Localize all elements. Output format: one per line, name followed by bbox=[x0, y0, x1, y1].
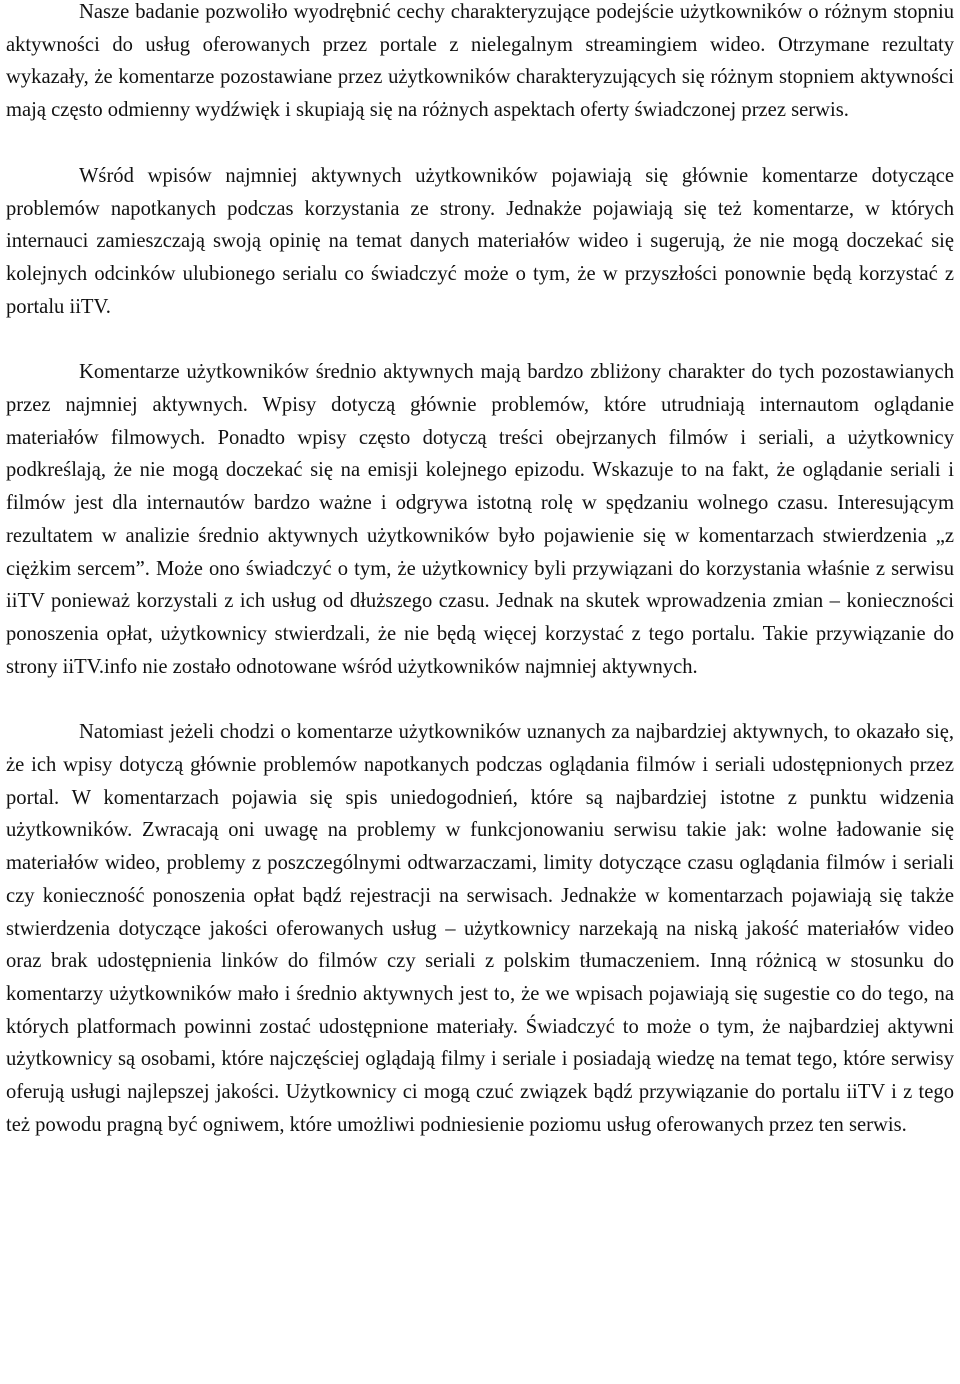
paragraph-4: Natomiast jeżeli chodzi o komentarze użytkowników uznanych za najbardziej aktywnych, to okazało się, że ich wpisy dotyczą głównie problemów napotkanych podczas oglądania filmów i seriali udostępnionych przez portal. W komentarzach pojawia się spis uniedogodnień, które są najbardziej istotne z punktu widzenia użytkowników. Zwracają oni uwagę na problemy w funkcjonowaniu serwisu takie jak: wolne ładowanie się materiałów wideo, problemy z poszczególnymi odtwarzaczami, limity dotyczące czasu oglądania filmów i seriali czy konieczność ponoszenia opłat bądź rejestracji na serwisach. Jednakże w komentarzach pojawiają się także stwierdzenia dotyczące jakości oferowanych usług – użytkownicy narzekają na niską jakość materiałów video oraz brak udostępnienia linków do filmów czy seriali z polskim tłumaczeniem. Inną różnicą w stosunku do komentarzy użytkowników mało i średnio aktywnych jest to, że we wpisach pojawiają się sugestie co do tego, na których platformach powinni zostać udostępnione materiały. Świadczyć to może o tym, że najbardziej aktywni użytkownicy są osobami, które najczęściej oglądają filmy i seriale i posiadają wiedzę na temat tego, które serwisy oferują usługi najlepszej jakości. Użytkownicy ci mogą czuć związek bądź przywiązanie do portalu iiTV i z tego też powodu pragną być ogniwem, które umożliwi podniesienie poziomu usług oferowanych przez ten serwis. bbox=[6, 721, 954, 1136]
paragraph-1: Nasze badanie pozwoliło wyodrębnić cechy charakteryzujące podejście użytkowników o różnym stopniu aktywności do usług oferowanych przez portale z nielegalnym streamingiem wideo. Otrzymane rezultaty wykazały, że komentarze pozostawiane przez użytkowników charakteryzujących się różnym stopniem aktywności mają często odmienny wydźwięk i skupiają się na różnych aspektach oferty świadczonej przez serwis. bbox=[6, 1, 954, 122]
paragraph-2: Wśród wpisów najmniej aktywnych użytkowników pojawiają się głównie komentarze dotyczące problemów napotkanych podczas korzystania ze strony. Jednakże pojawiają się też komentarze, w których internauci zamieszczają swoją opinię na temat danych materiałów wideo i sugerują, że nie mogą doczekać się kolejnych odcinków ulubionego serialu co świadczyć może o tym, że w przyszłości ponownie będą korzystać z portalu iiTV. bbox=[6, 164, 954, 318]
paragraph-3: Komentarze użytkowników średnio aktywnych mają bardzo zbliżony charakter do tych pozostawianych przez najmniej aktywnych. Wpisy dotyczą głównie problemów, które utrudniają internautom oglądanie materiałów filmowych. Ponadto wpisy często dotyczą treści obejrzanych filmów i seriali, a użytkownicy podkreślają, że nie mogą doczekać się na emisji kolejnego epizodu. Wskazuje to na fakt, że oglądanie seriali i filmów jest dla internautów bardzo ważne i odgrywa istotną rolę w spędzaniu wolnego czasu. Interesującym rezultatem w analizie średnio aktywnych użytkowników było pojawienie się w komentarzach stwierdzenia „z ciężkim sercem”. Może ono świadczyć o tym, że użytkownicy byli przywiązani do korzystania właśnie z serwisu iiTV ponieważ korzystali z ich usług od dłuższego czasu. Jednak na skutek wprowadzenia zmian – konieczności ponoszenia opłat, użytkownicy stwierdzali, że nie będą więcej korzystać z tego portalu. Takie przywiązanie do strony iiTV.info nie zostało odnotowane wśród użytkowników najmniej aktywnych. bbox=[6, 361, 954, 678]
